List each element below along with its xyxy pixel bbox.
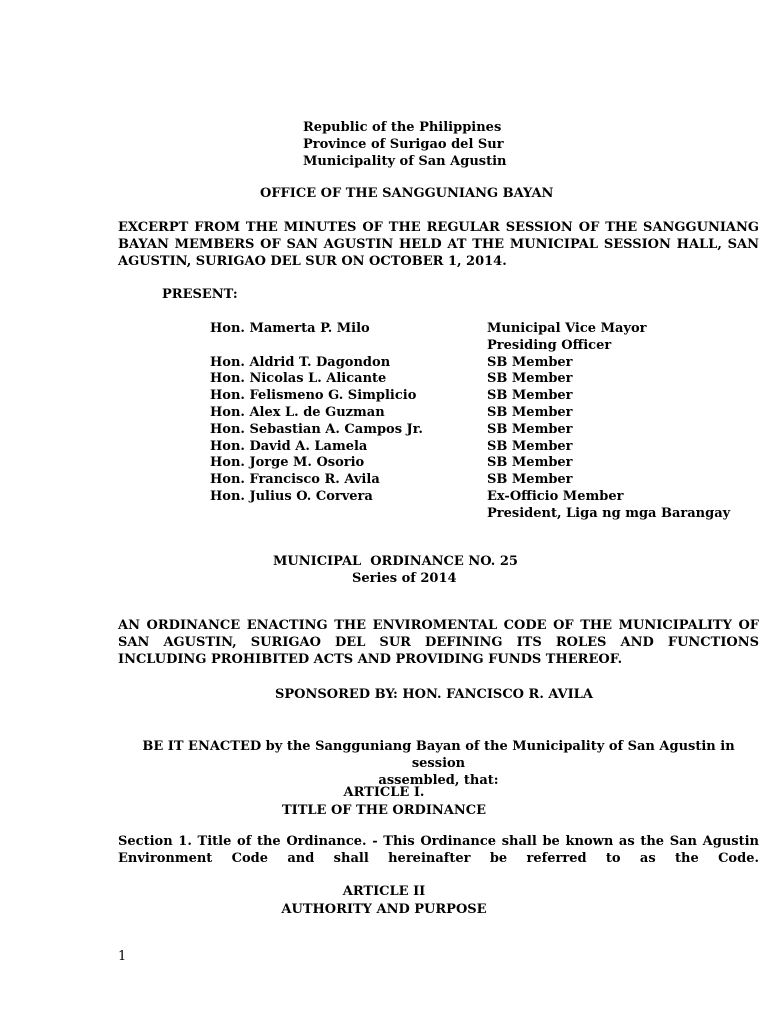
- ordinance-series: Series of 2014: [352, 571, 457, 586]
- article-2-heading: ARTICLE II: [342, 884, 426, 899]
- excerpt-line: BAYAN MEMBERS OF SAN AGUSTIN HELD AT THE MUNICIPAL SESSION HALL, SAN: [118, 237, 759, 252]
- ordinance-desc-line: INCLUDING PROHIBITED ACTS AND PROVIDING FUNDS THEREOF.: [118, 652, 623, 667]
- member-row: [210, 421, 740, 438]
- province-line: Province of Surigao del Sur: [303, 137, 504, 152]
- present-label: PRESENT:: [162, 287, 238, 302]
- member-role: SB Member: [487, 388, 573, 404]
- member-name: Hon. Sebastian A. Campos Jr.: [210, 421, 423, 437]
- ordinance-description: [118, 617, 759, 668]
- enactment-line: BE IT ENACTED by the Sangguniang Bayan of the Municipality of San Agustin in session: [142, 739, 735, 771]
- member-name: Hon. Julius O. Corvera: [210, 488, 373, 504]
- member-row: [210, 438, 740, 455]
- sponsor-line: SPONSORED BY: HON. FANCISCO R. AVILA: [275, 687, 593, 702]
- member-row: [210, 387, 740, 404]
- member-name: Hon. Mamerta P. Milo: [210, 321, 370, 336]
- municipality-line: Municipality of San Agustin: [303, 154, 507, 169]
- member-row: [210, 454, 740, 471]
- document-header: [303, 119, 603, 170]
- ordinance-desc-line: SAN AGUSTIN, SURIGAO DEL SUR DEFINING ITS ROLES AND FUNCTIONS: [118, 635, 759, 650]
- member-name: Hon. Alex L. de Guzman: [210, 404, 385, 420]
- member-row: [210, 370, 740, 387]
- ordinance-number: MUNICIPAL ORDINANCE NO. 25: [273, 554, 518, 569]
- member-role: President, Liga ng mga Barangay: [487, 505, 731, 521]
- member-row: [210, 488, 740, 505]
- member-name: Hon. David A. Lamela: [210, 438, 368, 454]
- excerpt-paragraph: [118, 219, 759, 270]
- member-role: SB Member: [487, 455, 573, 471]
- member-role: SB Member: [487, 438, 573, 454]
- section-1-line: Environment Code and shall hereinafter be referred to as the Code.: [118, 851, 759, 866]
- member-name: [210, 505, 487, 522]
- member-name: Hon. Jorge M. Osorio: [210, 455, 365, 471]
- member-row: [210, 320, 740, 337]
- member-row: [210, 337, 740, 354]
- page-number: 1: [118, 949, 127, 964]
- member-row: [210, 505, 740, 522]
- article-1: [0, 784, 768, 820]
- member-role: SB Member: [487, 472, 573, 488]
- article-2-title: AUTHORITY AND PURPOSE: [281, 902, 487, 917]
- member-name: Hon. Felismeno G. Simplicio: [210, 388, 417, 404]
- member-role: Ex-Officio Member: [487, 488, 624, 504]
- member-name: Hon. Nicolas L. Alicante: [210, 371, 387, 387]
- section-1: [118, 833, 759, 867]
- country-line: Republic of the Philippines: [303, 120, 502, 135]
- excerpt-line: AGUSTIN, SURIGAO DEL SUR ON OCTOBER 1, 2014.: [118, 254, 507, 269]
- member-role: SB Member: [487, 371, 573, 387]
- member-role: SB Member: [487, 421, 573, 437]
- member-name: Hon. Aldrid T. Dagondon: [210, 354, 391, 370]
- member-row: [210, 354, 740, 371]
- enactment-line: assembled, that:: [378, 773, 499, 788]
- office-heading: OFFICE OF THE SANGGUNIANG BAYAN: [260, 186, 554, 201]
- members-list: [210, 320, 740, 522]
- article-2: [0, 883, 768, 919]
- member-role: SB Member: [487, 404, 573, 420]
- enactment-clause: [118, 738, 759, 789]
- member-name: Hon. Francisco R. Avila: [210, 472, 380, 488]
- member-role: Municipal Vice Mayor: [487, 321, 647, 336]
- member-name: [210, 337, 487, 354]
- section-1-line: Section 1. Title of the Ordinance. - This Ordinance shall be known as the San Agustin: [118, 834, 759, 849]
- member-row: [210, 471, 740, 488]
- article-1-title: TITLE OF THE ORDINANCE: [281, 803, 487, 818]
- ordinance-desc-line: AN ORDINANCE ENACTING THE ENVIROMENTAL CODE OF THE MUNICIPALITY OF: [118, 618, 759, 633]
- member-role: Presiding Officer: [487, 337, 612, 353]
- excerpt-line: EXCERPT FROM THE MINUTES OF THE REGULAR SESSION OF THE SANGGUNIANG: [118, 220, 759, 235]
- member-row: [210, 404, 740, 421]
- article-1-heading: ARTICLE I.: [343, 785, 425, 800]
- member-role: SB Member: [487, 354, 573, 370]
